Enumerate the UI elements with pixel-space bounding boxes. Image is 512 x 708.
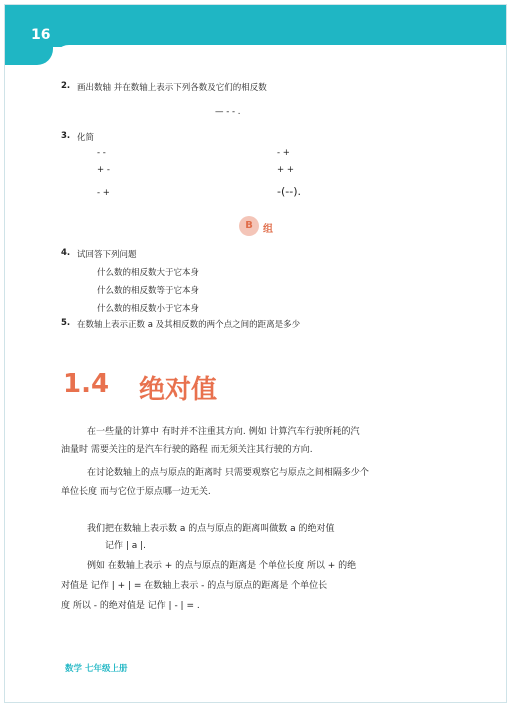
q3-item: -(--). <box>277 185 301 198</box>
q2-label: 2. <box>61 81 71 91</box>
q4-label: 4. <box>61 248 71 258</box>
q4-sub: 什么数的相反数小于它本身 <box>97 304 200 314</box>
q3-item: + + <box>277 165 294 175</box>
body-line: 单位长度 而与它位于原点哪一边无关. <box>61 487 211 497</box>
q3-item: - + <box>277 148 290 158</box>
page-number: 16 <box>31 27 51 43</box>
q5-text: 在数轴上表示正数 a 及其相反数的两个点之间的距离是多少 <box>77 320 301 330</box>
body-line: 度 所以 - 的绝对值是 记作 | - | = . <box>61 601 200 611</box>
q2-text: 画出数轴 并在数轴上表示下列各数及它们的相反数 <box>77 83 267 93</box>
footer-text: 数学 七年级上册 <box>65 664 128 674</box>
q5-label: 5. <box>61 318 71 328</box>
q3-item: - + <box>97 188 110 198</box>
section-number: 1.4 <box>63 369 110 399</box>
section-title: 绝对值 <box>139 375 218 405</box>
header-bar <box>5 5 506 47</box>
body-line: 对值是 记作 | + | = 在数轴上表示 - 的点与原点的距离是 个单位长 <box>61 581 328 591</box>
q2-expression: — - - . <box>215 107 241 117</box>
body-line: 油量时 需要关注的是汽车行驶的路程 而无须关注其行驶的方向. <box>61 445 313 455</box>
body-line: 例如 在数轴上表示 + 的点与原点的距离是 个单位长度 所以 + 的绝 <box>87 561 357 571</box>
q3-item: + - <box>97 165 110 175</box>
q3-text: 化简 <box>77 133 95 143</box>
body-line: 在一些量的计算中 有时并不注重其方向. 例如 计算汽车行驶所耗的汽 <box>87 427 360 437</box>
body-line: 我们把在数轴上表示数 a 的点与原点的距离叫做数 a 的绝对值 <box>87 524 335 534</box>
q4-text: 试回答下列问题 <box>77 250 137 260</box>
group-b-badge: B <box>239 216 259 236</box>
q4-sub: 什么数的相反数等于它本身 <box>97 286 200 296</box>
textbook-page <box>4 4 507 703</box>
header-corner <box>5 47 53 65</box>
body-line: 在讨论数轴上的点与原点的距离时 只需要观察它与原点之间相隔多少个 <box>87 468 369 478</box>
q3-item: - - <box>97 148 106 158</box>
group-b-label: 组 <box>263 224 273 235</box>
body-line: 记作 | a |. <box>105 541 147 551</box>
header-curve <box>53 45 506 61</box>
q3-label: 3. <box>61 131 71 141</box>
q4-sub: 什么数的相反数大于它本身 <box>97 268 200 278</box>
